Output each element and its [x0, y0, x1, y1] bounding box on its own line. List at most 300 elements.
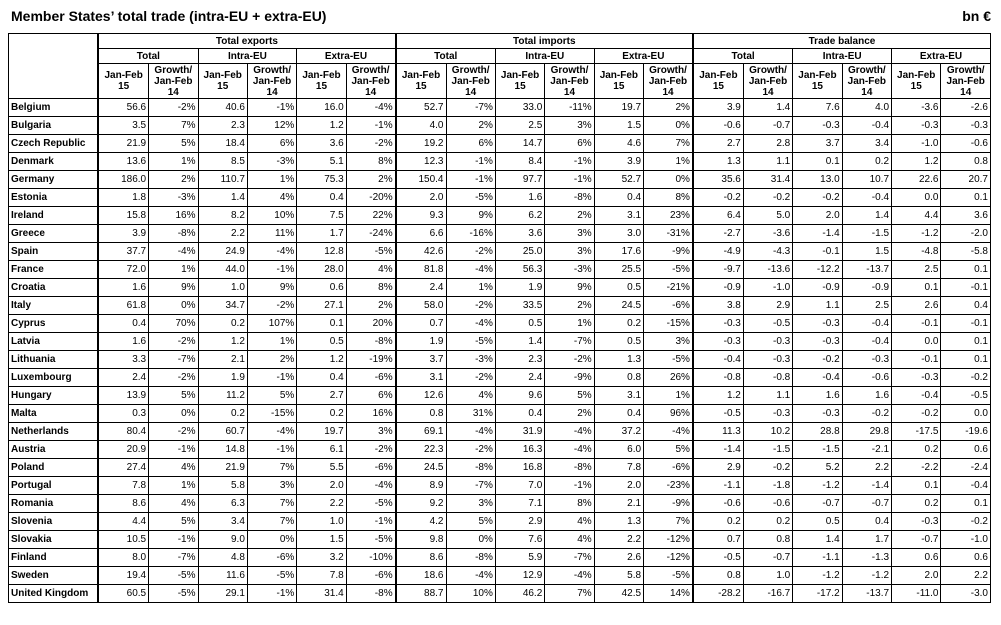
table-cell: 5%	[446, 513, 495, 531]
column-header-value: Jan-Feb 15	[594, 64, 643, 99]
table-cell: -0.3	[892, 117, 941, 135]
table-cell: -13.6	[743, 261, 792, 279]
table-cell: 7%	[644, 135, 693, 153]
table-cell: 3.6	[495, 225, 544, 243]
table-cell: -6%	[247, 549, 296, 567]
country-name: Bulgaria	[9, 117, 99, 135]
table-cell: -4%	[446, 423, 495, 441]
table-row	[9, 531, 991, 549]
table-cell: -24%	[346, 225, 395, 243]
table-cell: 0.2	[842, 153, 891, 171]
table-cell: 6.4	[693, 207, 743, 225]
table-cell: -7%	[545, 333, 594, 351]
table-cell: -0.9	[793, 279, 842, 297]
table-cell: 1%	[446, 279, 495, 297]
table-cell: 3.2	[297, 549, 346, 567]
table-cell: 1%	[149, 261, 198, 279]
table-cell: 3%	[446, 495, 495, 513]
table-cell: -3.6	[743, 225, 792, 243]
table-cell: 0.8	[594, 369, 643, 387]
table-cell: 2.8	[743, 135, 792, 153]
table-cell: 97.7	[495, 171, 544, 189]
table-cell: -0.1	[941, 315, 991, 333]
table-cell: -0.4	[892, 387, 941, 405]
subgroup-header-exports-extra-eu: Extra-EU	[297, 49, 396, 64]
table-cell: 2.9	[693, 459, 743, 477]
table-cell: 6.2	[495, 207, 544, 225]
table-cell: 46.2	[495, 585, 544, 603]
table-cell: -5.8	[941, 243, 991, 261]
table-cell: 31.4	[743, 171, 792, 189]
table-cell: -8%	[545, 189, 594, 207]
table-cell: -0.2	[743, 459, 792, 477]
table-cell: 0.1	[297, 315, 346, 333]
table-cell: -21%	[644, 279, 693, 297]
country-name: Spain	[9, 243, 99, 261]
subgroup-header-balance-extra-eu: Extra-EU	[892, 49, 991, 64]
table-cell: 24.5	[594, 297, 643, 315]
column-header-value: Jan-Feb 15	[297, 64, 346, 99]
table-cell: -4%	[545, 423, 594, 441]
table-cell: 1.4	[495, 333, 544, 351]
table-cell: 0.8	[693, 567, 743, 585]
table-cell: 7.8	[297, 567, 346, 585]
table-cell: 3%	[346, 423, 395, 441]
subgroup-header-exports-total: Total	[98, 49, 198, 64]
table-cell: 0.8	[396, 405, 446, 423]
table-cell: 60.7	[198, 423, 247, 441]
table-cell: -2%	[545, 351, 594, 369]
table-cell: -1%	[149, 441, 198, 459]
table-cell: -0.6	[693, 495, 743, 513]
table-cell: -0.3	[793, 315, 842, 333]
country-name: Ireland	[9, 207, 99, 225]
table-cell: 42.6	[396, 243, 446, 261]
table-cell: -1%	[247, 369, 296, 387]
table-cell: -0.5	[941, 387, 991, 405]
table-cell: -0.4	[842, 333, 891, 351]
table-cell: 18.4	[198, 135, 247, 153]
table-cell: 28.0	[297, 261, 346, 279]
table-cell: -0.5	[693, 405, 743, 423]
table-cell: 4.8	[198, 549, 247, 567]
table-cell: -1.0	[941, 531, 991, 549]
table-cell: 6.0	[594, 441, 643, 459]
table-cell: 4%	[149, 495, 198, 513]
table-cell: 0%	[247, 531, 296, 549]
table-cell: 16.8	[495, 459, 544, 477]
table-cell: 31.9	[495, 423, 544, 441]
table-cell: 2.3	[198, 117, 247, 135]
table-cell: 29.1	[198, 585, 247, 603]
table-cell: 186.0	[98, 171, 148, 189]
table-cell: 5.9	[495, 549, 544, 567]
table-cell: 2%	[149, 171, 198, 189]
country-name: Cyprus	[9, 315, 99, 333]
table-cell: 11.3	[693, 423, 743, 441]
table-cell: 8.5	[198, 153, 247, 171]
column-header-value: Jan-Feb 15	[793, 64, 842, 99]
table-cell: -17.2	[793, 585, 842, 603]
subgroup-header-balance-total: Total	[693, 49, 793, 64]
table-cell: -7%	[446, 99, 495, 117]
table-cell: -20%	[346, 189, 395, 207]
table-cell: -5%	[149, 585, 198, 603]
table-cell: -0.2	[941, 369, 991, 387]
table-cell: 1.9	[495, 279, 544, 297]
table-row	[9, 171, 991, 189]
country-name: France	[9, 261, 99, 279]
table-cell: -0.7	[842, 495, 891, 513]
table-cell: 22.6	[892, 171, 941, 189]
table-cell: -0.2	[743, 189, 792, 207]
table-cell: 40.6	[198, 99, 247, 117]
table-cell: 0.1	[941, 495, 991, 513]
table-cell: -0.7	[743, 549, 792, 567]
table-cell: 7.6	[793, 99, 842, 117]
table-cell: 6.3	[198, 495, 247, 513]
table-cell: 60.5	[98, 585, 148, 603]
table-cell: -0.4	[693, 351, 743, 369]
table-cell: 22%	[346, 207, 395, 225]
table-cell: -2%	[446, 369, 495, 387]
table-cell: 1.1	[743, 387, 792, 405]
table-cell: -3.6	[892, 99, 941, 117]
table-cell: 2.9	[743, 297, 792, 315]
table-row	[9, 585, 991, 603]
table-cell: 10.7	[842, 171, 891, 189]
table-row	[9, 441, 991, 459]
table-cell: 2.0	[892, 567, 941, 585]
table-cell: 19.2	[396, 135, 446, 153]
table-cell: 29.8	[842, 423, 891, 441]
trade-table	[8, 33, 991, 603]
table-cell: -1%	[247, 585, 296, 603]
table-cell: -19%	[346, 351, 395, 369]
table-cell: 3.4	[198, 513, 247, 531]
country-name: Hungary	[9, 387, 99, 405]
table-cell: 5%	[545, 387, 594, 405]
table-cell: 11.2	[198, 387, 247, 405]
table-cell: 12.3	[396, 153, 446, 171]
table-cell: 2.1	[594, 495, 643, 513]
table-cell: 52.7	[396, 99, 446, 117]
table-row	[9, 495, 991, 513]
table-cell: 0.5	[297, 333, 346, 351]
table-cell: -4%	[446, 261, 495, 279]
table-cell: 27.4	[98, 459, 148, 477]
table-cell: -0.4	[793, 369, 842, 387]
table-cell: 5%	[149, 387, 198, 405]
country-name: United Kingdom	[9, 585, 99, 603]
table-cell: 4%	[247, 189, 296, 207]
table-cell: 0.2	[892, 495, 941, 513]
table-cell: 1.4	[793, 531, 842, 549]
table-cell: -4%	[545, 441, 594, 459]
country-name: Denmark	[9, 153, 99, 171]
table-row	[9, 315, 991, 333]
table-cell: 1.6	[98, 279, 148, 297]
table-cell: 1.3	[594, 513, 643, 531]
table-cell: 10.5	[98, 531, 148, 549]
table-cell: -1.3	[842, 549, 891, 567]
table-cell: 1.1	[743, 153, 792, 171]
table-cell: 1.4	[842, 207, 891, 225]
table-cell: 5%	[149, 513, 198, 531]
table-cell: 22.3	[396, 441, 446, 459]
table-cell: -4%	[346, 477, 395, 495]
table-cell: 7%	[247, 459, 296, 477]
table-cell: -0.1	[793, 243, 842, 261]
table-cell: -0.4	[842, 315, 891, 333]
table-cell: 8%	[644, 189, 693, 207]
table-cell: 15.8	[98, 207, 148, 225]
table-cell: 2%	[644, 99, 693, 117]
table-cell: -4%	[446, 567, 495, 585]
table-cell: -15%	[644, 315, 693, 333]
table-cell: 0.5	[594, 279, 643, 297]
table-cell: -8%	[346, 333, 395, 351]
table-cell: 0.5	[793, 513, 842, 531]
table-cell: 27.1	[297, 297, 346, 315]
table-cell: -0.7	[892, 531, 941, 549]
table-cell: 0.1	[941, 189, 991, 207]
table-cell: 35.6	[693, 171, 743, 189]
table-cell: -0.1	[892, 351, 941, 369]
table-cell: 4%	[446, 387, 495, 405]
table-cell: -4%	[149, 243, 198, 261]
table-cell: -0.9	[842, 279, 891, 297]
table-cell: 0.1	[793, 153, 842, 171]
table-cell: -1%	[446, 171, 495, 189]
table-cell: 2.7	[297, 387, 346, 405]
table-cell: -2.0	[941, 225, 991, 243]
table-cell: -2.1	[842, 441, 891, 459]
table-cell: -9.7	[693, 261, 743, 279]
table-cell: 1.5	[297, 531, 346, 549]
table-header	[9, 34, 991, 99]
table-cell: 16.3	[495, 441, 544, 459]
table-cell: 4.0	[842, 99, 891, 117]
table-cell: 5.1	[297, 153, 346, 171]
table-cell: 20.9	[98, 441, 148, 459]
table-cell: 10.2	[743, 423, 792, 441]
table-cell: -9%	[644, 243, 693, 261]
table-body	[9, 99, 991, 603]
table-cell: -1.4	[793, 225, 842, 243]
table-cell: -5%	[446, 189, 495, 207]
table-cell: 11.6	[198, 567, 247, 585]
table-row	[9, 279, 991, 297]
table-cell: -6%	[346, 567, 395, 585]
table-cell: 0.5	[495, 315, 544, 333]
table-cell: 0.2	[892, 441, 941, 459]
country-name: Romania	[9, 495, 99, 513]
table-cell: 12.6	[396, 387, 446, 405]
title-bar	[0, 0, 1001, 30]
table-cell: 1%	[247, 333, 296, 351]
table-cell: -1.8	[743, 477, 792, 495]
table-cell: -3%	[149, 189, 198, 207]
country-name: Netherlands	[9, 423, 99, 441]
table-cell: -1%	[545, 477, 594, 495]
table-cell: -0.2	[793, 189, 842, 207]
table-cell: -9%	[545, 369, 594, 387]
table-cell: 5%	[149, 135, 198, 153]
table-cell: 5.8	[594, 567, 643, 585]
table-row	[9, 369, 991, 387]
country-name: Sweden	[9, 567, 99, 585]
table-cell: 9%	[149, 279, 198, 297]
table-cell: 3%	[545, 225, 594, 243]
table-cell: 3.7	[793, 135, 842, 153]
table-cell: 8.6	[396, 549, 446, 567]
table-cell: -0.3	[793, 117, 842, 135]
table-cell: -0.8	[693, 369, 743, 387]
table-cell: -11%	[545, 99, 594, 117]
column-header-growth: Growth/ Jan-Feb 14	[842, 64, 891, 99]
country-name: Lithuania	[9, 351, 99, 369]
table-row	[9, 477, 991, 495]
table-cell: -0.3	[941, 117, 991, 135]
table-cell: 5.8	[198, 477, 247, 495]
table-cell: -5%	[644, 261, 693, 279]
table-row	[9, 207, 991, 225]
table-cell: -1%	[149, 531, 198, 549]
table-cell: 1%	[644, 387, 693, 405]
table-row	[9, 189, 991, 207]
table-cell: 37.7	[98, 243, 148, 261]
table-cell: -1.5	[743, 441, 792, 459]
table-cell: 1.6	[842, 387, 891, 405]
table-cell: -5%	[346, 495, 395, 513]
table-cell: -1.2	[793, 477, 842, 495]
table-cell: 2%	[545, 207, 594, 225]
corner-cell	[9, 34, 99, 99]
table-cell: 0.0	[941, 405, 991, 423]
country-name: Slovenia	[9, 513, 99, 531]
column-header-value: Jan-Feb 15	[198, 64, 247, 99]
table-cell: -4%	[247, 243, 296, 261]
table-cell: -0.3	[793, 333, 842, 351]
subgroup-header-imports-intra-eu: Intra-EU	[495, 49, 594, 64]
table-cell: 6.6	[396, 225, 446, 243]
table-cell: 1.3	[693, 153, 743, 171]
table-cell: -1.5	[842, 225, 891, 243]
table-cell: -0.2	[892, 405, 941, 423]
table-cell: -4%	[644, 423, 693, 441]
table-cell: 8.4	[495, 153, 544, 171]
table-cell: 3.7	[396, 351, 446, 369]
table-cell: 4%	[545, 531, 594, 549]
table-cell: 2.0	[396, 189, 446, 207]
table-cell: -1%	[545, 153, 594, 171]
table-cell: 1%	[149, 477, 198, 495]
table-cell: 9%	[446, 207, 495, 225]
table-cell: 0.8	[743, 531, 792, 549]
table-cell: 4.4	[892, 207, 941, 225]
table-cell: 61.8	[98, 297, 148, 315]
table-cell: -12%	[644, 531, 693, 549]
group-header-imports: Total imports	[396, 34, 693, 49]
table-cell: 16%	[149, 207, 198, 225]
table-cell: -10%	[346, 549, 395, 567]
table-cell: 7.8	[594, 459, 643, 477]
table-cell: -13.7	[842, 261, 891, 279]
table-cell: 56.3	[495, 261, 544, 279]
table-cell: -0.4	[941, 477, 991, 495]
table-cell: -0.5	[743, 315, 792, 333]
table-cell: 17.6	[594, 243, 643, 261]
table-cell: 69.1	[396, 423, 446, 441]
table-cell: 44.0	[198, 261, 247, 279]
table-cell: 14.7	[495, 135, 544, 153]
subgroup-header-balance-intra-eu: Intra-EU	[793, 49, 892, 64]
table-cell: 0.4	[495, 405, 544, 423]
table-row	[9, 225, 991, 243]
table-cell: -8%	[446, 459, 495, 477]
table-cell: 3.4	[842, 135, 891, 153]
table-cell: -0.3	[842, 351, 891, 369]
table-row	[9, 423, 991, 441]
table-cell: -13.7	[842, 585, 891, 603]
country-name: Croatia	[9, 279, 99, 297]
table-cell: -4%	[346, 99, 395, 117]
table-cell: 26%	[644, 369, 693, 387]
table-cell: 0.4	[98, 315, 148, 333]
table-cell: 21.9	[198, 459, 247, 477]
table-cell: 11%	[247, 225, 296, 243]
table-cell: -4.9	[693, 243, 743, 261]
table-row	[9, 513, 991, 531]
country-name: Malta	[9, 405, 99, 423]
column-header-value: Jan-Feb 15	[396, 64, 446, 99]
table-cell: 2.6	[892, 297, 941, 315]
table-cell: 70%	[149, 315, 198, 333]
table-cell: 1.2	[297, 351, 346, 369]
table-cell: 8.2	[198, 207, 247, 225]
table-cell: 0.1	[892, 279, 941, 297]
table-cell: -2%	[346, 135, 395, 153]
table-cell: 110.7	[198, 171, 247, 189]
table-cell: 4.4	[98, 513, 148, 531]
table-cell: 25.0	[495, 243, 544, 261]
table-cell: 8.0	[98, 549, 148, 567]
table-cell: 1.5	[842, 243, 891, 261]
table-cell: 4%	[346, 261, 395, 279]
table-cell: 0.4	[594, 405, 643, 423]
table-cell: 9.8	[396, 531, 446, 549]
table-cell: 2.2	[594, 531, 643, 549]
table-cell: -11.0	[892, 585, 941, 603]
table-cell: -3%	[545, 261, 594, 279]
table-cell: 6%	[545, 135, 594, 153]
table-cell: 0.5	[594, 333, 643, 351]
table-cell: 0%	[644, 117, 693, 135]
table-cell: 7%	[247, 495, 296, 513]
table-cell: 0.1	[941, 333, 991, 351]
table-cell: 9%	[545, 279, 594, 297]
table-cell: -1.0	[743, 279, 792, 297]
table-cell: -0.2	[842, 405, 891, 423]
table-cell: -1.2	[892, 225, 941, 243]
country-name: Czech Republic	[9, 135, 99, 153]
table-cell: 21.9	[98, 135, 148, 153]
table-cell: -2%	[149, 99, 198, 117]
table-cell: 1.4	[743, 99, 792, 117]
unit-label: bn €	[962, 8, 991, 24]
table-cell: -2.7	[693, 225, 743, 243]
